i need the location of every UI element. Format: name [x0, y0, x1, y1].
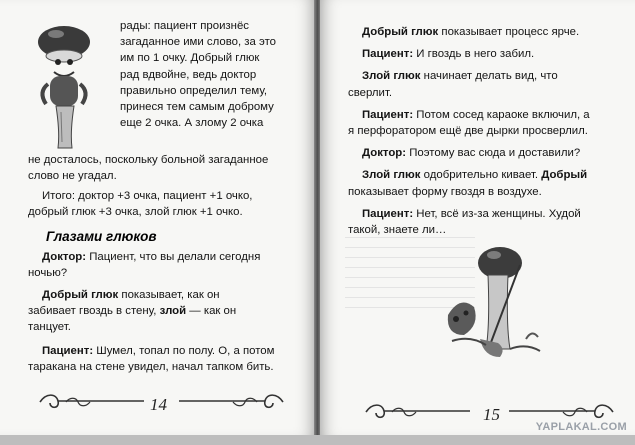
- dialog-text: танцует.: [28, 321, 71, 334]
- swirl-ornament-icon: [362, 401, 474, 423]
- cont-line: слово не угадал.: [28, 170, 117, 183]
- left-page: [0, 0, 315, 435]
- dialog-text: одобрительно кивает.: [420, 169, 539, 182]
- dialog-text: Потом сосед караоке включил, а: [413, 108, 590, 121]
- speaker-label: Добрый глюк: [42, 289, 119, 301]
- dialog-patient: [28, 343, 290, 375]
- speaker-label: Злой глюк: [362, 70, 421, 83]
- wrap-line: принеся тем самым доброму: [120, 101, 274, 114]
- continuation-text: [28, 152, 290, 184]
- right-text-block: [348, 24, 616, 238]
- wrap-line: правильно определил тему,: [120, 84, 268, 97]
- swirl-ornament-icon: [175, 391, 287, 413]
- cont-line: не досталось, поскольку больной загаданное: [28, 154, 269, 166]
- score-line: добрый глюк +3 очка, злой глюк +1 очко.: [28, 206, 243, 219]
- dialog-text: И гвоздь в него забил.: [413, 48, 535, 61]
- speaker-label: Пациент:: [42, 345, 94, 357]
- wrap-text-block: [120, 18, 300, 131]
- speaker-label: Добрый глюк: [362, 26, 439, 38]
- dialog-text: показывает, как он: [121, 289, 220, 301]
- dialog-text: таракана на стене увидел, начал тапком бить.: [28, 361, 274, 374]
- mushroom-figure-illustration: [34, 22, 96, 152]
- speaker-label: Добрый: [538, 169, 588, 182]
- speaker-label: Доктор:: [362, 147, 407, 160]
- score-summary: [28, 188, 290, 220]
- dialog-text: такой, знаете ли…: [348, 224, 447, 237]
- speaker-label: Пациент:: [362, 207, 414, 220]
- speaker-label: злой: [159, 305, 187, 318]
- watermark-logo: YAPLAKAL.COM: [535, 421, 627, 433]
- page-number: 15: [483, 405, 500, 424]
- dialog-good-glitch: [28, 287, 290, 336]
- mushroom-broom-illustration: [440, 245, 550, 365]
- speaker-label: Пациент:: [362, 48, 414, 61]
- dialog-text: Пациент, что вы делали сегодня: [89, 251, 261, 263]
- book-bottom-edge: [0, 435, 635, 445]
- swirl-ornament-icon: [36, 391, 148, 413]
- wrap-line: загаданное ими слово, за это: [120, 36, 277, 49]
- dialog-text: Нет, всё из-за женщины. Худой: [413, 207, 581, 220]
- score-line: Итого: доктор +3 очка, пациент +1 очко,: [42, 190, 253, 202]
- wrap-line: им по 1 очку. Добрый глюк: [120, 52, 260, 65]
- speaker-label: Злой глюк: [362, 169, 421, 182]
- dialog-text: показывает процесс ярче.: [438, 26, 580, 38]
- speaker-label: Доктор:: [42, 251, 87, 263]
- dialog-text: Поэтому вас сюда и доставили?: [406, 147, 581, 160]
- wrap-line: рад вдвойне, ведь доктор: [120, 68, 257, 81]
- dialog-text: ночью?: [28, 267, 68, 280]
- dialog-text: сверлит.: [348, 86, 393, 99]
- swirl-ornament-icon: [505, 401, 617, 423]
- dialog-text: я перфоратором ещё две дырки просверлил.: [348, 125, 588, 138]
- dialog-text: показывает форму гвоздя в воздухе.: [348, 185, 542, 198]
- dialog-text: Шумел, топал по полу. О, а потом: [96, 345, 275, 357]
- page-number: 14: [150, 395, 167, 414]
- dialog-text: забивает гвоздь в стену,: [28, 305, 157, 318]
- section-heading: Глазами глюков: [46, 229, 157, 244]
- dialog-text: начинает делать вид, что: [420, 70, 558, 83]
- speaker-label: Пациент:: [362, 108, 414, 121]
- wrap-line: еще 2 очка. А злому 2 очка: [120, 117, 264, 130]
- wrap-line: рады: пациент произнёс: [120, 20, 249, 32]
- dialog-doctor: [28, 249, 290, 281]
- dialog-text: — как он: [186, 305, 237, 318]
